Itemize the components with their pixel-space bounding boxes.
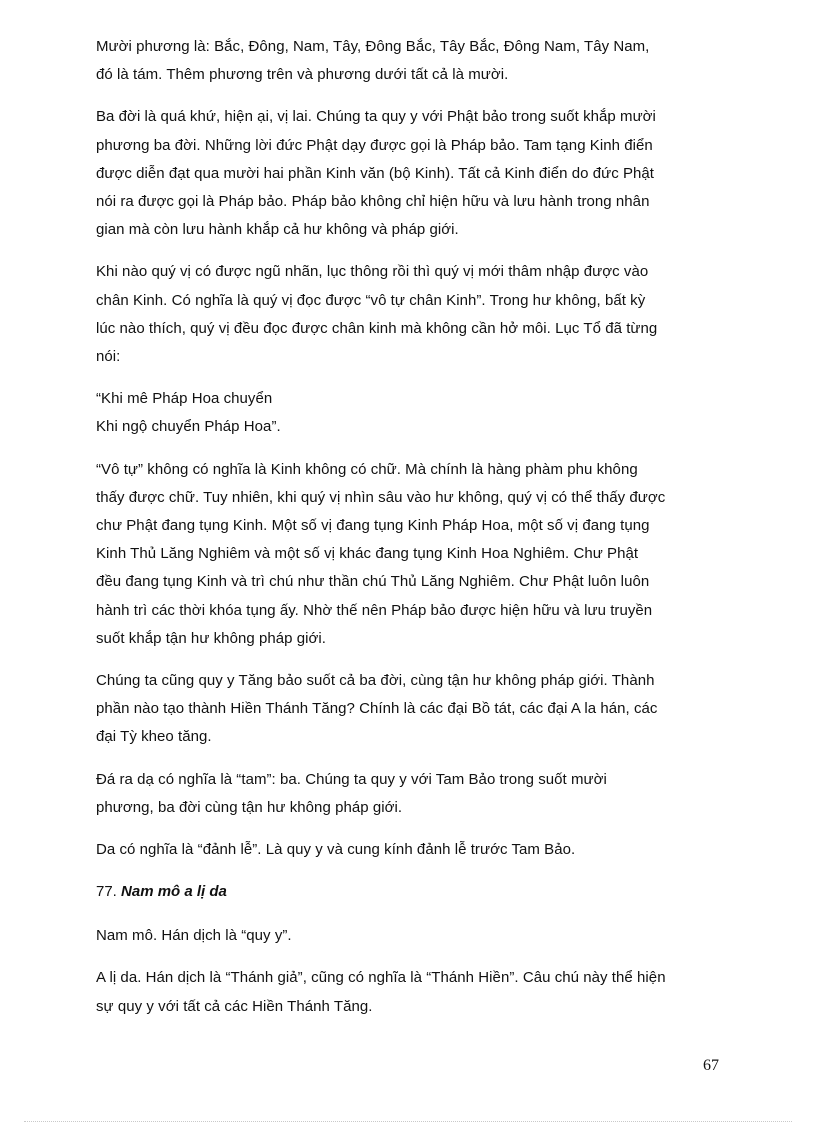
paragraph (96, 766, 726, 822)
paragraph-line: Chúng ta cũng quy y Tăng bảo suốt cả ba đời, cùng tận hư không pháp giới. Thành (96, 672, 655, 690)
page-number: 67 (703, 1057, 719, 1074)
document-page (96, 33, 726, 1035)
paragraph-line: sự quy y với tất cả các Hiền Thánh Tăng. (96, 997, 373, 1015)
paragraph-line: Mười phương là: Bắc, Đông, Nam, Tây, Đông Bắc, Tây Bắc, Đông Nam, Tây Nam, (96, 38, 650, 55)
paragraph-line: Khi nào quý vị có được ngũ nhãn, lục thông rồi thì quý vị mới thâm nhập được vào (96, 263, 649, 281)
paragraph-line: Da có nghĩa là “đảnh lễ”. Là quy y và cung kính đảnh lễ trước Tam Bảo. (96, 841, 576, 859)
paragraph-line: phương, ba đời cùng tận hư không pháp giới. (96, 798, 403, 816)
paragraph-line: “Vô tự” không có nghĩa là Kinh không có chữ. Mà chính là hàng phàm phu không (96, 460, 638, 478)
paragraph (96, 964, 726, 1020)
section-title: Nam mô a lị da (121, 883, 227, 901)
paragraph-line: Nam mô. Hán dịch là “quy y”. (96, 927, 292, 945)
paragraph-line: Ba đời là quá khứ, hiện ại, vị lai. Chúng ta quy y với Phật bảo trong suốt khắp mười (96, 108, 656, 126)
paragraph (96, 836, 726, 864)
paragraph (96, 103, 726, 244)
paragraph (96, 456, 726, 653)
paragraph-line: “Khi mê Pháp Hoa chuyển (96, 390, 273, 408)
paragraph-line: suốt khắp tận hư không pháp giới. (96, 629, 327, 647)
paragraph-line: đó là tám. Thêm phương trên và phương dưới tất cả là mười. (96, 66, 509, 84)
paragraph-line: nói: (96, 348, 121, 366)
paragraph-line: đại Tỳ kheo tăng. (96, 728, 212, 746)
paragraph-line: lúc nào thích, quý vị đều đọc được chân kinh mà không cần hở môi. Lục Tổ đã từng (96, 319, 658, 337)
paragraph (96, 922, 726, 950)
paragraph-line: Kinh Thủ Lăng Nghiêm và một số vị khác đang tụng Kinh Hoa Nghiêm. Chư Phật (96, 545, 639, 563)
paragraph-line: Khi ngộ chuyển Pháp Hoa”. (96, 418, 281, 436)
paragraph (96, 385, 726, 441)
paragraph-line: chân Kinh. Có nghĩa là quý vị đọc được “vô tự chân Kinh”. Trong hư không, bất kỳ (96, 291, 646, 309)
paragraphs-after-section (96, 922, 726, 1021)
paragraph-line: nói ra được gọi là Pháp bảo. Pháp bảo không chỉ hiện hữu và lưu hành trong nhân (96, 193, 650, 211)
paragraph (96, 33, 726, 89)
paragraph-line: Đá ra dạ có nghĩa là “tam”: ba. Chúng ta quy y với Tam Bảo trong suốt mười (96, 770, 607, 788)
paragraph (96, 667, 726, 752)
paragraph-line: phương ba đời. Những lời đức Phật dạy được gọi là Pháp bảo. Tam tạng Kinh điển (96, 136, 653, 154)
section-number: 77. (96, 883, 117, 901)
paragraph-line: được diễn đạt qua mười hai phần Kinh văn (bộ Kinh). Tất cả Kinh điển do đức Phật (96, 164, 655, 182)
paragraph-line: chư Phật đang tụng Kinh. Một số vị đang tụng Kinh Pháp Hoa, một số vị đang tụng (96, 517, 650, 535)
page-bottom-divider (24, 1121, 792, 1122)
paragraph-line: thấy được chữ. Tuy nhiên, khi quý vị nhìn sâu vào hư không, quý vị có thể thấy được (96, 488, 666, 506)
paragraph-line: A lị da. Hán dịch là “Thánh giả”, cũng có nghĩa là “Thánh Hiền”. Câu chú này thể hiện (96, 969, 666, 987)
paragraph-line: gian mà còn lưu hành khắp cả hư không và pháp giới. (96, 221, 459, 239)
paragraph-line: phần nào tạo thành Hiền Thánh Tăng? Chính là các đại Bồ tát, các đại A la hán, các (96, 700, 658, 718)
paragraph-line: hành trì các thời khóa tụng ấy. Nhờ thế nên Pháp bảo được hiện hữu và lưu truyền (96, 601, 653, 619)
paragraph-line: đều đang tụng Kinh và trì chú như thần chú Thủ Lăng Nghiêm. Chư Phật luôn luôn (96, 573, 650, 591)
section-heading (96, 878, 726, 906)
paragraph (96, 258, 726, 371)
paragraphs-before-section (96, 33, 726, 864)
